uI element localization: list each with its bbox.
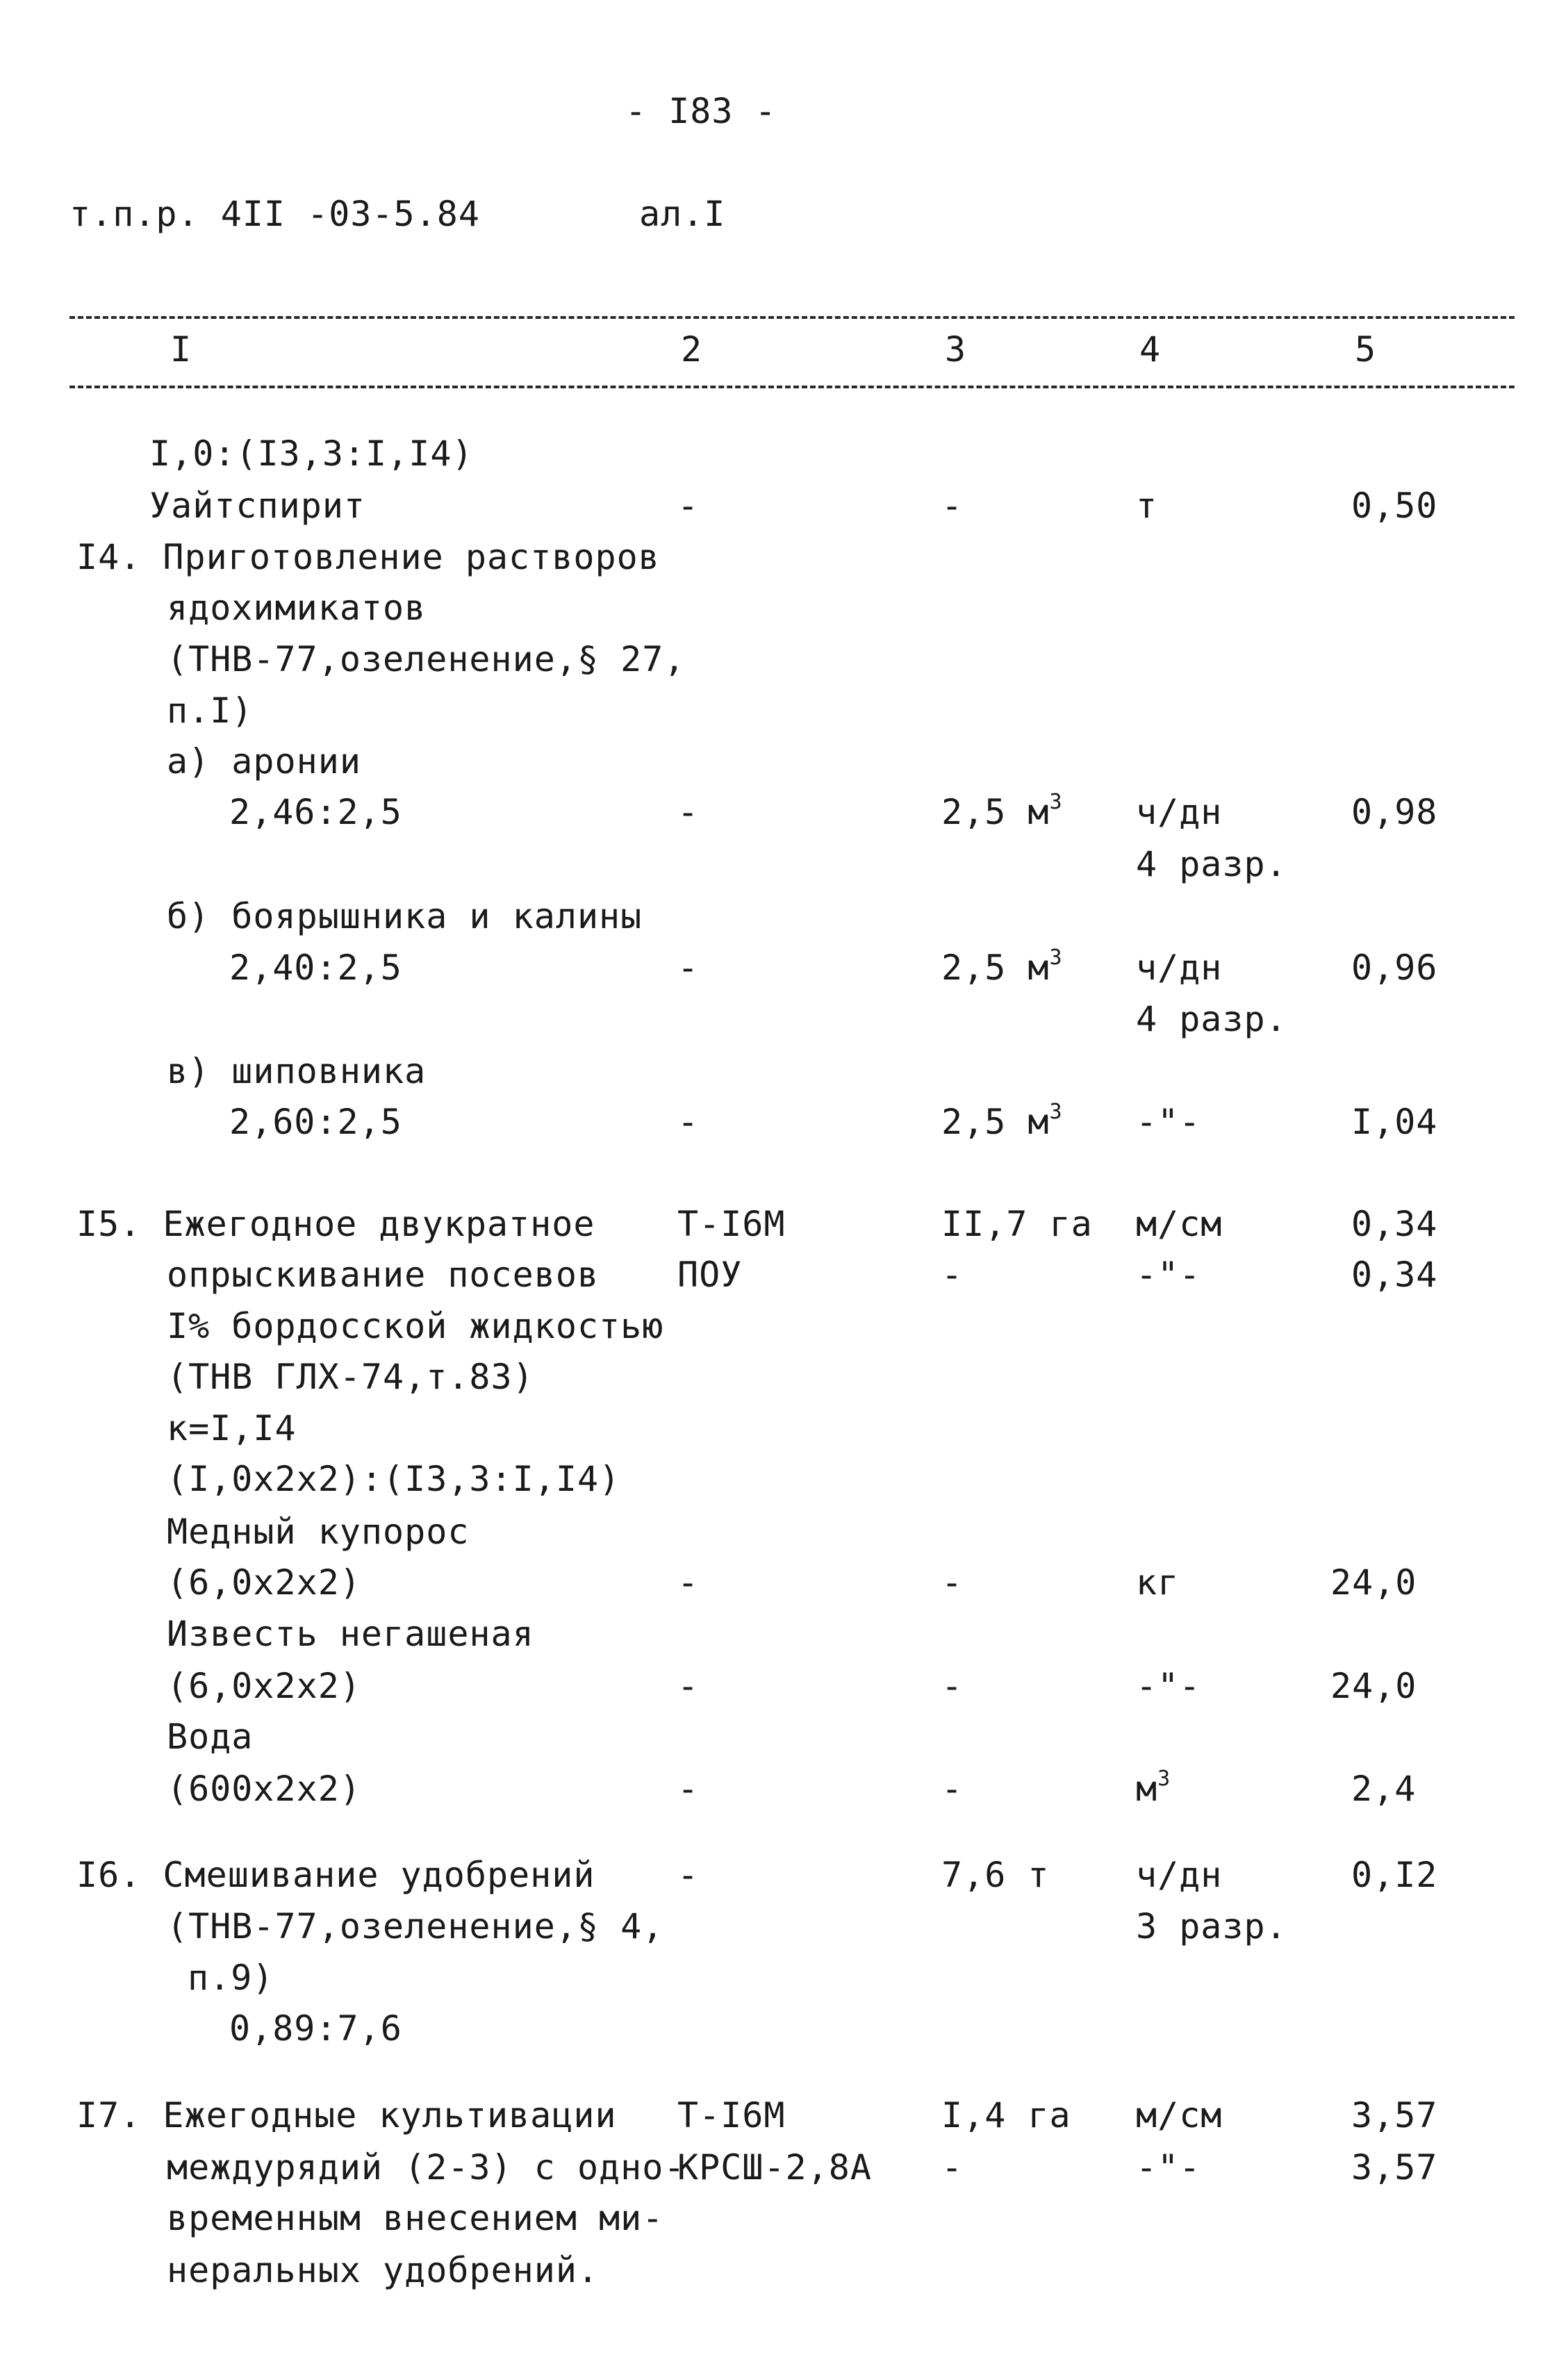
table-cell-c4: ч/дн — [1136, 792, 1223, 832]
column-header-3: 3 — [945, 329, 967, 370]
table-cell-c3: - — [941, 1769, 964, 1809]
table-cell-c5: 3,57 — [1351, 2095, 1438, 2135]
table-cell-c1: временным внесением ми- — [167, 2198, 664, 2238]
table-cell-c1: 2,40:2,5 — [229, 948, 402, 988]
table-cell-c4: -"- — [1136, 1102, 1201, 1142]
table-cell-c1: п.I) — [167, 691, 254, 731]
table-cell-c1: 2,60:2,5 — [229, 1102, 402, 1142]
table-cell-c5: 2,4 — [1351, 1769, 1417, 1809]
table-cell-c3: - — [941, 486, 964, 526]
table-cell-c1: I% бордосской жидкостью — [167, 1306, 664, 1346]
table-cell-c2: Т-I6М — [677, 2095, 786, 2135]
table-cell-c1: неральных удобрений. — [167, 2250, 600, 2290]
table-cell-c2: - — [677, 1769, 700, 1809]
superscript: 3 — [1049, 1100, 1063, 1124]
table-cell-c1: (ТНВ ГЛХ-74,т.83) — [167, 1357, 534, 1397]
table-cell-c5: 24,0 — [1330, 1562, 1417, 1603]
table-cell-c4: -"- — [1136, 1666, 1201, 1706]
table-cell-c4: ч/дн — [1136, 948, 1223, 988]
table-cell-c4: $м^3$ — [1136, 1767, 1171, 1809]
table-cell-c2: - — [677, 948, 700, 988]
table-cell-c1: I7. Ежегодные культивации — [76, 2095, 617, 2135]
table-cell-c1: (I,0х2х2):(I3,3:I,I4) — [167, 1459, 621, 1499]
table-cell-c1: п.9) — [188, 1958, 274, 1998]
table-cell-c1: (ТНВ-77,озеленение,§ 4, — [167, 1906, 664, 1947]
table-cell-c4: ч/дн — [1136, 1855, 1223, 1895]
superscript: 3 — [1049, 945, 1063, 970]
table-cell-c3: 7,6 т — [941, 1855, 1050, 1895]
table-cell-c5: 3,57 — [1351, 2147, 1438, 2188]
table-cell-c4: м/см — [1136, 2095, 1223, 2135]
table-cell-c1: а) аронии — [167, 741, 361, 782]
table-cell-c2: - — [677, 486, 700, 526]
page-number: - I83 - — [625, 91, 777, 131]
table-cell-c1: I6. Смешивание удобрений — [76, 1855, 595, 1895]
table-cell-c4: кг — [1136, 1562, 1180, 1603]
table-cell-c1: I,0:(I3,3:I,I4) — [149, 433, 474, 474]
table-cell-c3: II,7 га — [941, 1204, 1093, 1244]
table-cell-c1: Известь негашеная — [167, 1614, 534, 1654]
table-cell-c1: I4. Приготовление растворов — [76, 537, 660, 577]
table-cell-c1: в) шиповника — [167, 1051, 427, 1091]
table-cell-c1: (6,0х2х2) — [167, 1666, 361, 1706]
table-cell-c1: к=I,I4 — [167, 1408, 297, 1448]
table-cell-c2: КРСШ-2,8А — [677, 2147, 872, 2188]
table-cell-c5: 0,34 — [1351, 1255, 1438, 1295]
table-cell-c2: ПОУ — [677, 1255, 743, 1295]
table-cell-c1: I5. Ежегодное двукратное — [76, 1204, 595, 1244]
table-cell-c1: Уайтспирит — [149, 486, 366, 526]
table-cell-c5: 0,96 — [1351, 948, 1438, 988]
table-cell-c2: - — [677, 1855, 700, 1895]
document-reference: т.п.р. 4II -03-5.84 — [69, 194, 480, 234]
table-cell-c3: 2,5 $м^3$ — [941, 1100, 1063, 1142]
header-rule-top — [69, 316, 1515, 319]
table-cell-c3: 2,5 $м^3$ — [941, 945, 1063, 988]
table-cell-c3: - — [941, 2147, 964, 2188]
column-header-4: 4 — [1139, 329, 1162, 370]
superscript: 3 — [1049, 790, 1063, 814]
table-cell-c1: б) боярышника и калины — [167, 896, 643, 936]
table-cell-c3: I,4 га — [941, 2095, 1071, 2135]
table-cell-c5: 24,0 — [1330, 1666, 1417, 1706]
table-cell-c3: 2,5 $м^3$ — [941, 790, 1063, 832]
table-cell-c3: - — [941, 1666, 964, 1706]
table-cell-c4: т — [1136, 486, 1158, 526]
table-cell-c4: 4 разр. — [1136, 999, 1287, 1039]
column-header-2: 2 — [681, 329, 703, 370]
table-cell-c4: 4 разр. — [1136, 844, 1287, 884]
table-cell-c1: Медный купорос — [167, 1512, 470, 1552]
table-cell-c5: 0,98 — [1351, 792, 1438, 832]
table-cell-c4: -"- — [1136, 1255, 1201, 1295]
table-cell-c2: - — [677, 1102, 700, 1142]
header-rule-bottom — [69, 386, 1515, 388]
table-cell-c1: 0,89:7,6 — [229, 2008, 402, 2049]
table-cell-c2: - — [677, 792, 700, 832]
table-cell-c5: I,04 — [1351, 1102, 1438, 1142]
column-header-1: I — [170, 329, 192, 370]
sheet-label: ал.I — [639, 194, 726, 234]
table-cell-c4: м/см — [1136, 1204, 1223, 1244]
column-header-5: 5 — [1355, 329, 1377, 370]
table-cell-c5: 0,50 — [1351, 486, 1438, 526]
table-cell-c1: Вода — [167, 1717, 254, 1757]
table-cell-c2: - — [677, 1666, 700, 1706]
table-cell-c1: 2,46:2,5 — [229, 792, 402, 832]
table-cell-c3: - — [941, 1255, 964, 1295]
table-cell-c1: (600х2х2) — [167, 1769, 361, 1809]
table-cell-c2: - — [677, 1562, 700, 1603]
table-cell-c1: опрыскивание посевов — [167, 1255, 600, 1295]
superscript: 3 — [1157, 1767, 1171, 1791]
table-cell-c4: 3 разр. — [1136, 1906, 1287, 1947]
table-cell-c1: ядохимикатов — [167, 588, 427, 628]
table-cell-c1: (ТНВ-77,озеленение,§ 27, — [167, 639, 686, 679]
table-cell-c5: 0,34 — [1351, 1204, 1438, 1244]
table-cell-c1: (6,0х2х2) — [167, 1562, 361, 1603]
table-cell-c3: - — [941, 1562, 964, 1603]
table-cell-c2: Т-I6М — [677, 1204, 786, 1244]
table-cell-c1: междурядий (2-3) с одно- — [167, 2147, 686, 2188]
table-cell-c5: 0,I2 — [1351, 1855, 1438, 1895]
table-cell-c4: -"- — [1136, 2147, 1201, 2188]
